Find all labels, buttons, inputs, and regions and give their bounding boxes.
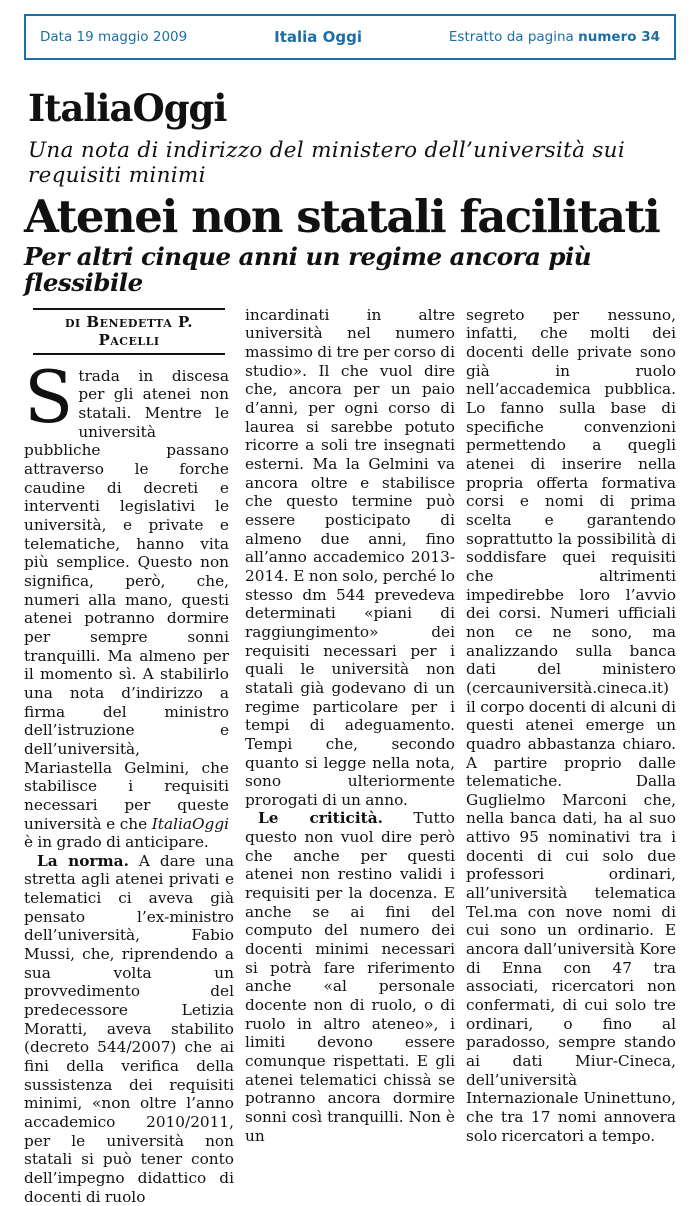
- clipping-date: Data 19 maggio 2009: [40, 29, 188, 45]
- drop-cap: S: [24, 354, 74, 439]
- newspaper-clipping-page: [0, 14, 700, 1206]
- article-column: [24, 306, 234, 1206]
- article-paragraph: [245, 306, 455, 810]
- article-kicker: Una nota di indirizzo del ministero dell’università sui requisiti minimi: [28, 138, 626, 188]
- paragraph-leadin: La norma.: [37, 851, 129, 870]
- clipping-page-ref: [449, 29, 660, 45]
- paragraph-text: Tutto questo non vuol dire però che anche per questi atenei non restino validi i requisiti per la docenza. E anche se ai fini del computo del numero dei docenti minimi necessari si potrà fare riferimento anche «al personale docente non di ruolo, o di ruolo in altro ateneo», i limiti devono essere comunque rispettati. E gli atenei telematici chissà se potranno ancora dormire sonni così tranquilli. Non è un: [245, 809, 455, 1145]
- paragraph-text: trada in discesa per gli atenei non statali. Mentre le università pubbliche passano attraverso le forche caudine di decreti e interventi legislativi le università, e private e telematiche, hanno vita più semplice. Questo non significa, però, che, numeri alla mano, questi atenei potranno dormire per sempre sonni tranquilli. Ma almeno per il momento sì. A stabilirlo una nota d’indirizzo a firma del ministro dell’istruzione e dell’università, Mariastella Gelmini, che stabilisce i requisiti necessari per queste università e che: [24, 366, 229, 833]
- paragraph-text: è in grado di anticipare.: [24, 833, 209, 852]
- clipping-header-box: [24, 14, 676, 60]
- article-paragraph: [245, 809, 455, 1145]
- article-columns: [24, 306, 676, 1206]
- article-column: [245, 306, 455, 1206]
- byline: di Benedetta P. Pacelli: [33, 308, 224, 355]
- page-number: numero 34: [578, 29, 660, 45]
- paragraph-text: segreto per nessuno, infatti, che molti dei docenti delle private sono già in ruolo nell’accademica pubblica. Lo fanno sulla base di specifiche convenzioni permettendo a quegli atenei di inserire nella propria offerta formativa corsi e nomi di prima scelta e garantendo soprattutto la possibilità di soddisfare quei requisiti che altrimenti impedirebbe loro l’avvio dei corsi. Numeri ufficiali non ce ne sono, ma analizzando sulla banca dati del ministero (cercauniversità.cineca.it) il corpo docenti di alcuni di questi atenei emerge un quadro abbastanza chiaro. A partire proprio dalle telematiche. Dalla Guglielmo Marconi che, nella banca dati, ha al suo attivo 95 nominativi tra i docenti di cui solo due professori ordinari, all’università telematica Tel.ma con nove nomi di cui sono un ordinario. E ancora dall’università Kore di Enna con 47 tra associati, ricercatori non confermati, di cui solo tre ordinari, o fino al paradosso, sempre stando ai dati Miur-Cineca, dell’università Internazionale Uninettuno, che tra 17 nomi annovera solo ricercatori a tempo.: [466, 305, 676, 1145]
- article-headline: Atenei non statali facilitati: [24, 190, 660, 244]
- paragraph-text: A dare una stretta agli atenei privati e telematici ci aveva già pensato l’ex-ministro dell’università, Fabio Mussi, che, riprendendo a sua volta un provvedimento del predecessore Letizia Moratti, aveva stabilito (decreto 544/2007) che ai fini della verifica della sussistenza dei requisiti minimi, «non oltre l’anno accademico 2010/2011, per le università non statali si può tener conto dell’impegno didattico di docenti di ruolo: [24, 851, 234, 1206]
- clipping-source-title: Italia Oggi: [274, 28, 362, 46]
- paragraph-text: ItaliaOggi: [151, 814, 229, 833]
- article-paragraph: [466, 306, 676, 1146]
- paragraph-leadin: Le criticità.: [258, 809, 383, 828]
- article-paragraph: [24, 354, 234, 852]
- masthead-logo: ItaliaOggi: [28, 86, 227, 130]
- article-subheadline: Per altri cinque anni un regime ancora più flessibile: [24, 242, 592, 298]
- extract-label: Estratto da pagina: [448, 29, 574, 45]
- paragraph-text: incardinati in altre università nel numero massimo di tre per corso di studio». Il che vuol dire che, ancora per un paio d’anni, per ogni corso di laurea si sarebbe potuto ricorre a soli tre insegnati esterni. Ma la Gelmini va ancora oltre e stabilisce che questo termine può essere posticipato di almeno due anni, fino all’anno accademico 2013-2014. E non solo, perché lo stesso dm 544 prevedeva determinati «piani di raggiungimento» dei requisiti necessari per i quali le università non statali già godevano di un regime particolare per i tempi di adeguamento. Tempi che, secondo quanto si legge nella nota, sono ulteriormente prorogati di un anno.: [245, 305, 455, 809]
- article-column: [466, 306, 676, 1206]
